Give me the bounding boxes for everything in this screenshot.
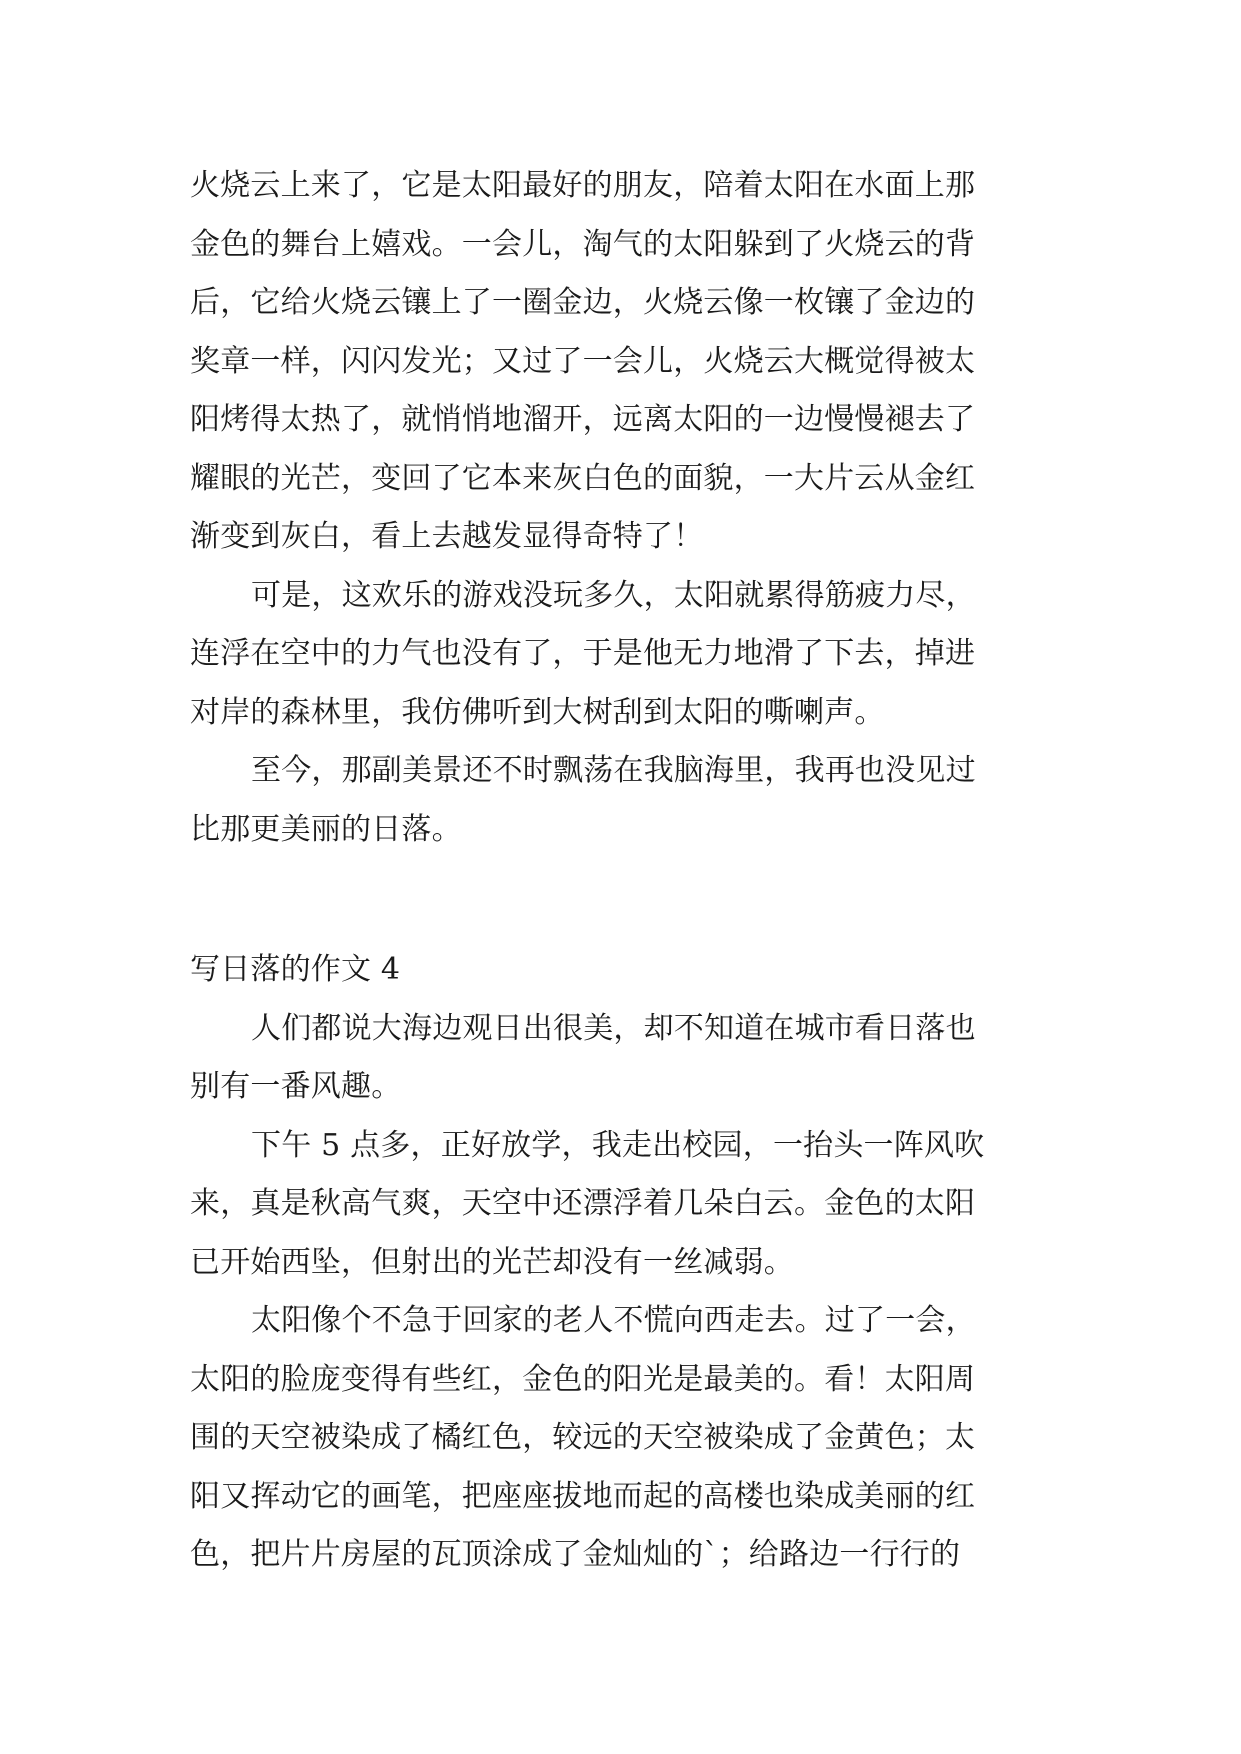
text-line: 火烧云上来了，它是太阳最好的朋友，陪着太阳在水面上那	[190, 168, 976, 203]
text-line: 渐变到灰白，看上去越发显得奇特了！	[190, 519, 704, 554]
text-line: 金色的舞台上嬉戏。一会儿，淘气的太阳躲到了火烧云的背	[190, 226, 976, 262]
text-line: 围的天空被染成了橘红色，较远的天空被染成了金黄色；太	[190, 1420, 976, 1455]
text-line: 太阳的脸庞变得有些红，金色的阳光是最美的。看！太阳周	[190, 1361, 976, 1397]
text-line: 别有一番风趣。	[190, 1069, 402, 1104]
text-line: 色，把片片房屋的瓦顶涂成了金灿灿的`；给路边一行行的	[190, 1537, 961, 1572]
text-line: 阳烤得太热了，就悄悄地溜开，远离太阳的一边慢慢褪去了	[190, 402, 976, 437]
paragraph	[190, 1292, 1054, 1585]
paragraph	[190, 567, 1054, 743]
text-line: 奖章一样，闪闪发光；又过了一会儿，火烧云大概觉得被太	[190, 343, 976, 379]
paragraph	[190, 1000, 1054, 1117]
text-line: 已开始西坠，但射出的光芒却没有一丝减弱。	[190, 1244, 794, 1280]
heading-text: 写日落的作文 4	[190, 952, 401, 987]
text-line: 阳又挥动它的画笔，把座座拔地而起的高楼也染成美丽的红	[190, 1478, 976, 1514]
document-body	[190, 157, 1054, 1585]
text-line: 耀眼的光芒，变回了它本来灰白色的面貌，一大片云从金红	[190, 460, 976, 496]
text-line: 来，真是秋高气爽，天空中还漂浮着几朵白云。金色的太阳	[190, 1186, 976, 1221]
text-line: 人们都说大海边观日出很美，却不知道在城市看日落也	[251, 1010, 976, 1046]
paragraph	[190, 742, 1054, 859]
text-line: 下午 5 点多，正好放学，我走出校园，一抬头一阵风吹	[251, 1127, 985, 1163]
paragraph	[190, 157, 1054, 567]
text-line: 可是，这欢乐的游戏没玩多久，太阳就累得筋疲力尽，	[251, 577, 976, 613]
section-spacer	[190, 859, 1054, 941]
text-line: 对岸的森林里，我仿佛听到大树刮到太阳的嘶喇声。	[190, 694, 885, 730]
text-line: 太阳像个不急于回家的老人不慌向西走去。过了一会，	[251, 1303, 976, 1338]
text-line: 至今，那副美景还不时飘荡在我脑海里，我再也没见过	[251, 753, 976, 788]
text-line: 连浮在空中的力气也没有了，于是他无力地滑了下去，掉进	[190, 636, 976, 671]
text-line: 比那更美丽的日落。	[190, 811, 462, 847]
section-heading	[190, 941, 1054, 1000]
text-line: 后，它给火烧云镶上了一圈金边，火烧云像一枚镶了金边的	[190, 285, 976, 320]
paragraph	[190, 1117, 1054, 1293]
